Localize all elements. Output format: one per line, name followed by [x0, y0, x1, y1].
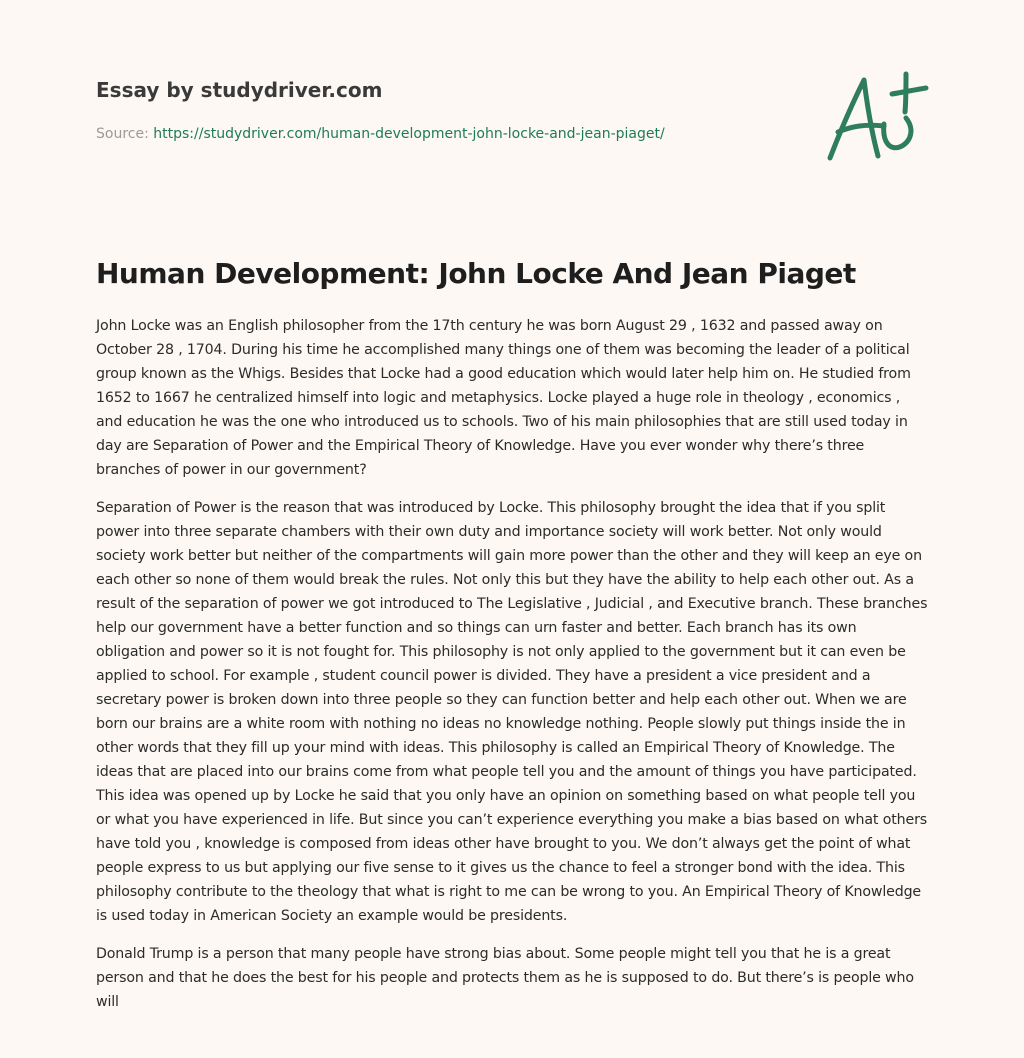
- source-label: Source:: [96, 126, 149, 142]
- essay-paragraph: John Locke was an English philosopher from the 17th century he was born August 29 , 1632 and passed away on October 28 , 1704. During his time he accomplished many things one of them was becoming the leader of a political group known as the Whigs. Besides that Locke had a good education which would later help him on. He studied from 1652 to 1667 he centralized himself into logic and metaphysics. Locke played a huge role in theology , economics , and education he was the one who introduced us to schools. Two of his main philosophies that are still used today in day are Separation of Power and the Empirical Theory of Knowledge. Have you ever wonder why there’s three branches of power in our government?: [96, 318, 911, 478]
- essay-title: Human Development: John Locke And Jean Piaget: [96, 257, 856, 290]
- a-plus-logo-icon: [818, 66, 930, 166]
- essay-paragraph: Donald Trump is a person that many people have strong bias about. Some people might tell you that he is a great person and that he does the best for his people and protects them as he is supposed to do. But there’s is people who will: [96, 946, 914, 1010]
- document-header: [96, 72, 796, 144]
- essay-paragraph: Separation of Power is the reason that was introduced by Locke. This philosophy brought the idea that if you split power into three separate chambers with their own duty and importance society will work better. Not only would society work better but neither of the compartments will gain more power than the other and they will keep an eye on each other so none of them would break the rules. Not only this but they have the ability to help each other out. As a result of the separation of power we got introduced to The Legislative , Judicial , and Executive branch. These branches help our government have a better function and so things can urn faster and better. Each branch has its own obligation and power so it is not fought for. This philosophy is not only applied to the government but it can even be applied to school. For example , student council power is divided. They have a president a vice president and a secretary power is broken down into three people so they can function better and help each other out. When we are born our brains are a white room with nothing no ideas no knowledge nothing. People slowly put things inside the in other words that they fill up your mind with ideas. This philosophy is called an Empirical Theory of Knowledge. The ideas that are placed into our brains come from what people tell you and the amount of things you have participated. This idea was opened up by Locke he said that you only have an opinion on something based on what people tell you or what you have experienced in life. But since you can’t experience everything you make a bias based on what others have told you , knowledge is composed from ideas other have brought to you. We don’t always get the point of what people express to us but applying our five sense to it gives us the chance to feel a stronger bond with the idea. This philosophy contribute to the theology that what is right to me can be wrong to you. An Empirical Theory of Knowledge is used today in American Society an example would be presidents.: [96, 500, 928, 924]
- source-link[interactable]: https://studydriver.com/human-development-john-locke-and-jean-piaget/: [153, 126, 665, 142]
- source-line: [96, 124, 796, 144]
- brand-title: Essay by studydriver.com: [96, 78, 383, 102]
- essay-body: [96, 314, 928, 1028]
